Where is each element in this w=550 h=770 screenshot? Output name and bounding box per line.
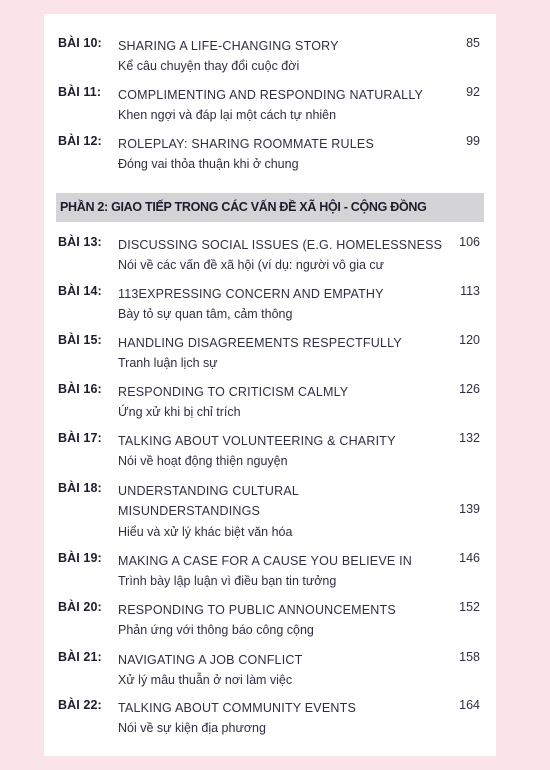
lesson-number: BÀI 18: bbox=[58, 481, 102, 495]
lesson-title: DISCUSSING SOCIAL ISSUES (E.G. HOMELESSNESS bbox=[118, 238, 443, 252]
lesson-title: ROLEPLAY: SHARING ROOMMATE RULES bbox=[118, 137, 374, 151]
lesson-title: RESPONDING TO PUBLIC ANNOUNCEMENTS bbox=[118, 603, 396, 617]
lesson-page-number: 139 bbox=[459, 502, 480, 516]
lesson-subtitle: Bày tỏ sự quan tâm, cảm thông bbox=[118, 307, 293, 321]
lesson-title: SHARING A LIFE-CHANGING STORY bbox=[118, 39, 339, 53]
lesson-subtitle: Tranh luận lịch sự bbox=[118, 356, 218, 370]
lesson-title: TALKING ABOUT COMMUNITY EVENTS bbox=[118, 701, 356, 715]
lesson-subtitle: Hiểu và xử lý khác biệt văn hóa bbox=[118, 525, 293, 539]
lesson-page-number: 132 bbox=[459, 431, 480, 445]
lesson-number: BÀI 15: bbox=[58, 333, 102, 347]
lesson-title: UNDERSTANDING CULTURAL MISUNDERSTANDINGS bbox=[118, 484, 299, 518]
lesson-subtitle: Đóng vai thỏa thuận khi ở chung bbox=[118, 157, 299, 171]
section-heading-part-2 bbox=[56, 193, 484, 222]
lesson-number: BÀI 14: bbox=[58, 284, 102, 298]
lesson-page-number: 126 bbox=[459, 382, 480, 396]
lesson-title: RESPONDING TO CRITICISM CALMLY bbox=[118, 385, 349, 399]
lesson-title: MAKING A CASE FOR A CAUSE YOU BELIEVE IN bbox=[118, 554, 412, 568]
lesson-subtitle: Khen ngợi và đáp lại một cách tự nhiên bbox=[118, 108, 337, 122]
lesson-title: COMPLIMENTING AND RESPONDING NATURALLY bbox=[118, 88, 424, 102]
lesson-page-number: 152 bbox=[459, 600, 480, 614]
lesson-number: BÀI 16: bbox=[58, 382, 102, 396]
lesson-subtitle: Nói về sự kiện địa phương bbox=[118, 721, 266, 735]
lesson-number: BÀI 10: bbox=[58, 36, 102, 50]
lesson-page-number: 92 bbox=[466, 85, 480, 99]
lesson-page-number: 99 bbox=[466, 134, 480, 148]
section-title: PHẦN 2: GIAO TIẾP TRONG CÁC VẤN ĐỀ XÃ HỘI - CỘNG ĐỒNG bbox=[60, 200, 427, 214]
lesson-page-number: 164 bbox=[459, 698, 480, 712]
lesson-title: 113EXPRESSING CONCERN AND EMPATHY bbox=[118, 287, 384, 301]
lesson-page-number: 158 bbox=[459, 650, 480, 664]
lesson-title: TALKING ABOUT VOLUNTEERING & CHARITY bbox=[118, 434, 396, 448]
lesson-subtitle: Trình bày lập luận vì điều bạn tin tưởng bbox=[118, 574, 337, 588]
lesson-page-number: 146 bbox=[459, 551, 480, 565]
lesson-number: BÀI 20: bbox=[58, 600, 102, 614]
lesson-subtitle: Xử lý mâu thuẫn ở nơi làm việc bbox=[118, 673, 293, 687]
lesson-number: BÀI 22: bbox=[58, 698, 102, 712]
lesson-number: BÀI 11: bbox=[58, 85, 102, 99]
lesson-title: HANDLING DISAGREEMENTS RESPECTFULLY bbox=[118, 336, 402, 350]
lesson-subtitle: Phản ứng với thông báo công cộng bbox=[118, 623, 314, 637]
lesson-number: BÀI 17: bbox=[58, 431, 102, 445]
lesson-subtitle: Nói về các vấn đề xã hội (ví dụ: người vô gia cư bbox=[118, 258, 385, 272]
lesson-title: NAVIGATING A JOB CONFLICT bbox=[118, 653, 303, 667]
toc-page bbox=[44, 14, 496, 756]
lesson-page-number: 113 bbox=[460, 284, 480, 298]
lesson-page-number: 120 bbox=[459, 333, 480, 347]
lesson-number: BÀI 19: bbox=[58, 551, 102, 565]
lesson-subtitle: Ứng xử khi bị chỉ trích bbox=[118, 405, 241, 419]
lesson-subtitle: Kể câu chuyện thay đổi cuộc đời bbox=[118, 59, 300, 73]
lesson-number: BÀI 12: bbox=[58, 134, 102, 148]
lesson-number: BÀI 13: bbox=[58, 235, 102, 249]
lesson-number: BÀI 21: bbox=[58, 650, 102, 664]
lesson-subtitle: Nói về hoạt động thiện nguyện bbox=[118, 454, 288, 468]
lesson-page-number: 106 bbox=[459, 235, 480, 249]
lesson-page-number: 85 bbox=[466, 36, 480, 50]
